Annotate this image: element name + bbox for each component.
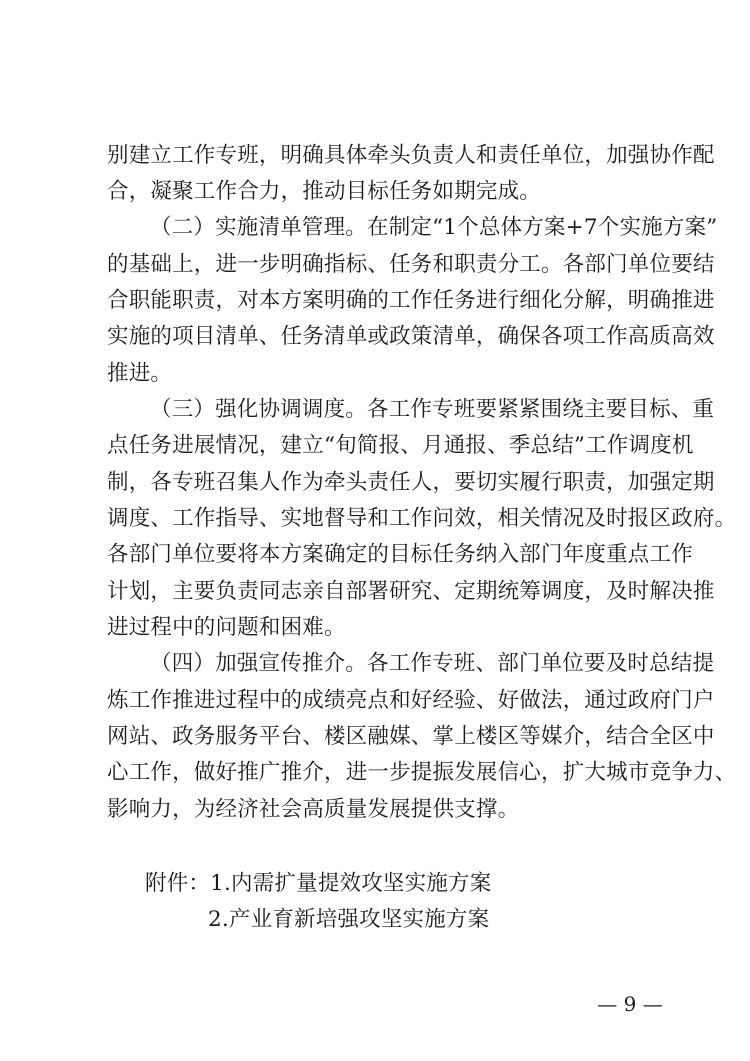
- paragraph-line: 炼工作推进过程中的成绩亮点和好经验、好做法，通过政府门户: [107, 688, 715, 713]
- paragraph-line: 调度、工作指导、实地督导和工作问效，相关情况及时报区政府。: [107, 506, 737, 531]
- paragraph-line: 点任务进展情况，建立“旬简报、月通报、季总结”工作调度机: [107, 433, 694, 458]
- paragraph-line: 合职能职责，对本方案明确的工作任务进行细化分解，明确推进: [107, 288, 715, 313]
- page-number: — 9 —: [597, 992, 663, 1016]
- paragraph-line: 心工作，做好推广推介，进一步提振发展信心，扩大城市竞争力、: [107, 760, 737, 785]
- paragraph-line: 进过程中的问题和困难。: [107, 615, 346, 640]
- paragraph-line: 影响力，为经济社会高质量发展提供支撑。: [107, 797, 520, 822]
- paragraph-line: 实施的项目清单、任务清单或政策清单，确保各项工作高质高效: [107, 324, 715, 349]
- paragraph-line: 各部门单位要将本方案确定的目标任务纳入部门年度重点工作: [107, 542, 693, 567]
- paragraph-line: 网站、政务服务平台、楼区融媒、掌上楼区等媒介，结合全区中: [107, 724, 715, 749]
- section-heading-line: （二）实施清单管理。在制定“1个总体方案+7个实施方案”: [150, 215, 718, 240]
- paragraph-line: 别建立工作专班，明确具体牵头负责人和责任单位，加强协作配: [107, 143, 715, 168]
- attachment-item: 附件：1.内需扩量提效攻坚实施方案: [145, 871, 492, 896]
- paragraph-line: 推进。: [107, 361, 173, 386]
- paragraph-line: 合，凝聚工作合力，推动目标任务如期完成。: [107, 179, 542, 204]
- paragraph-line: 计划，主要负责同志亲自部署研究、定期统筹调度，及时解决推: [107, 579, 715, 604]
- attachment-item: 2.产业育新培强攻坚实施方案: [208, 907, 490, 932]
- section-heading-line: （三）强化协调调度。各工作专班要紧紧围绕主要目标、重: [150, 397, 715, 422]
- paragraph-line: 的基础上，进一步明确指标、任务和职责分工。各部门单位要结: [107, 252, 715, 277]
- paragraph-line: 制，各专班召集人作为牵头责任人，要切实履行职责，加强定期: [107, 470, 715, 495]
- section-heading-line: （四）加强宣传推介。各工作专班、部门单位要及时总结提: [150, 651, 715, 676]
